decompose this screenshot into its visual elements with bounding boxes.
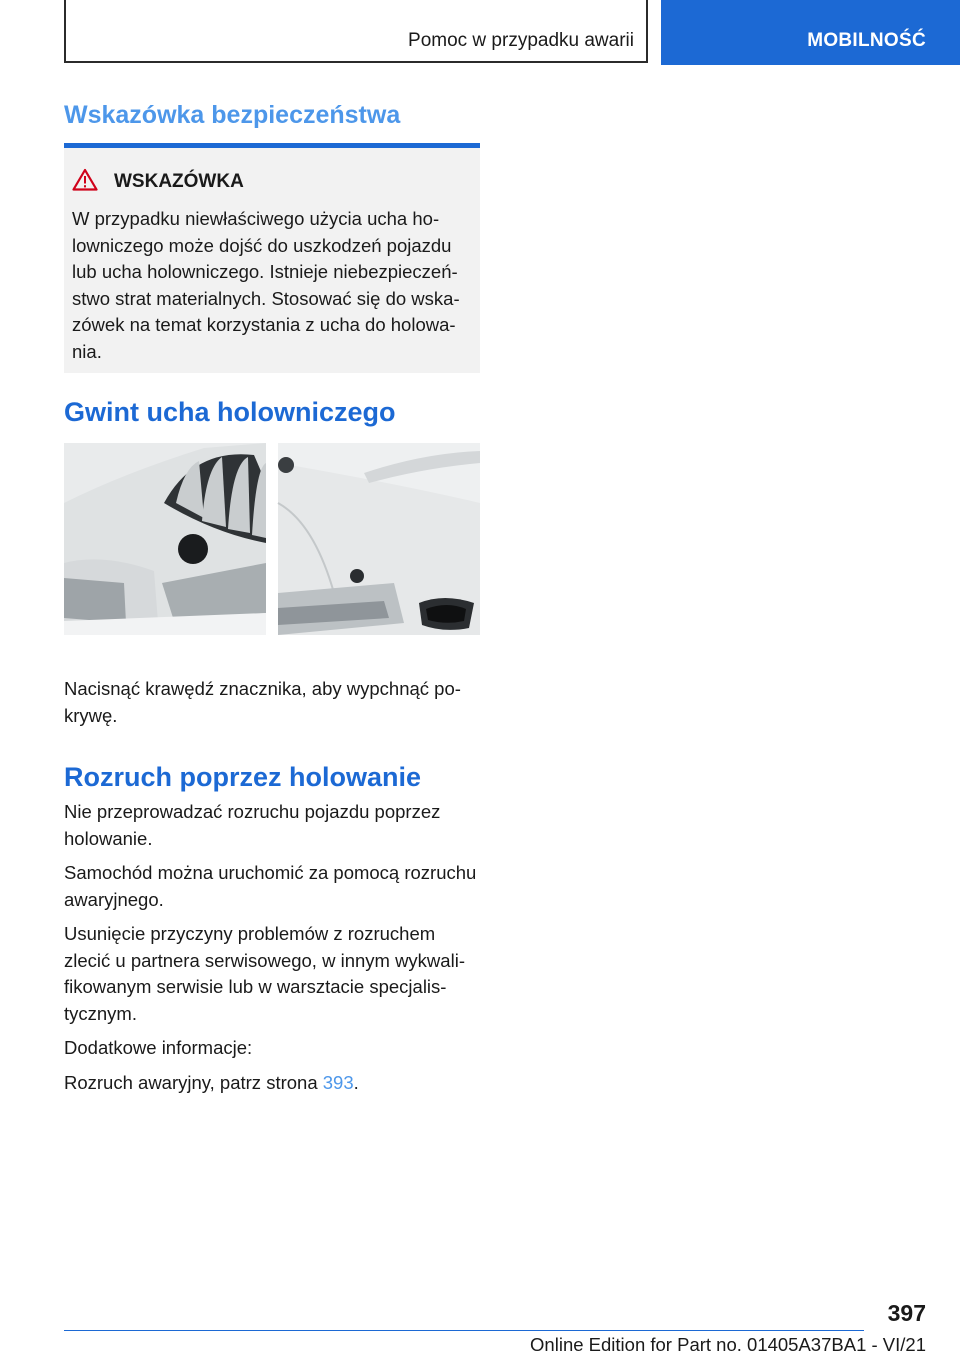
safety-section (64, 101, 480, 130)
header-chapter-tab (661, 0, 960, 65)
front-bumper-photo (64, 443, 266, 635)
header-chapter-title: MOBILNOŚĆ (807, 30, 926, 51)
header-section-title: Pomoc w przypadku awarii (408, 30, 634, 51)
thread-section (64, 397, 480, 428)
warning-header (72, 168, 244, 196)
towstart-paragraph-4: Dodatkowe informacje: (64, 1037, 253, 1058)
page-number: 397 (887, 1300, 926, 1326)
towstart-paragraph-2: Samochód można uruchomić za pomocą rozruchu awaryjnego. (64, 862, 477, 910)
tow-eye-photos (64, 443, 480, 661)
warning-box (64, 143, 480, 373)
towstart-section (64, 762, 480, 1096)
towstart-paragraph-5 (64, 1070, 480, 1097)
thread-caption-block (64, 676, 480, 729)
towstart-paragraph-3: Usunięcie przyczyny problemów z rozruchem zlecić u partnera serwisowego, w innym wykwalifikowanym serwisie lub w warsztacie specjalistycznym. (64, 923, 465, 1024)
towstart-paragraph-1: Nie przeprowadzać rozruchu pojazdu poprzez holowanie. (64, 801, 441, 849)
warning-title: WSKAZÓWKA (114, 171, 244, 192)
reference-end: . (353, 1071, 359, 1093)
header-section-tab (64, 0, 648, 63)
warning-triangle-icon (72, 168, 98, 196)
towstart-heading: Rozruch poprzez holowanie (64, 762, 422, 792)
warning-text: W przypadku niewłaściwego użycia ucha holowniczego może dojść do uszkodzeń pojazdu lub ucha holowniczego. Istnieje niebezpieczeństwo strat materialnych. Stosować się do wskazówek na temat korzystania z ucha do holowania. (72, 208, 460, 362)
rear-bumper-photo (278, 443, 480, 635)
footer-edition: Online Edition for Part no. 01405A37BA1 - VI/21 (530, 1334, 926, 1355)
footer-divider (64, 1330, 864, 1331)
thread-heading: Gwint ucha holowniczego (64, 397, 396, 427)
page-reference-link[interactable]: 393 (322, 1071, 354, 1093)
reference-text: Rozruch awaryjny, patrz strona (64, 1071, 318, 1093)
thread-caption: Nacisnąć krawędź znacznika, aby wypchnąć pokrywę. (64, 678, 461, 726)
safety-heading: Wskazówka bezpieczeństwa (64, 101, 401, 129)
